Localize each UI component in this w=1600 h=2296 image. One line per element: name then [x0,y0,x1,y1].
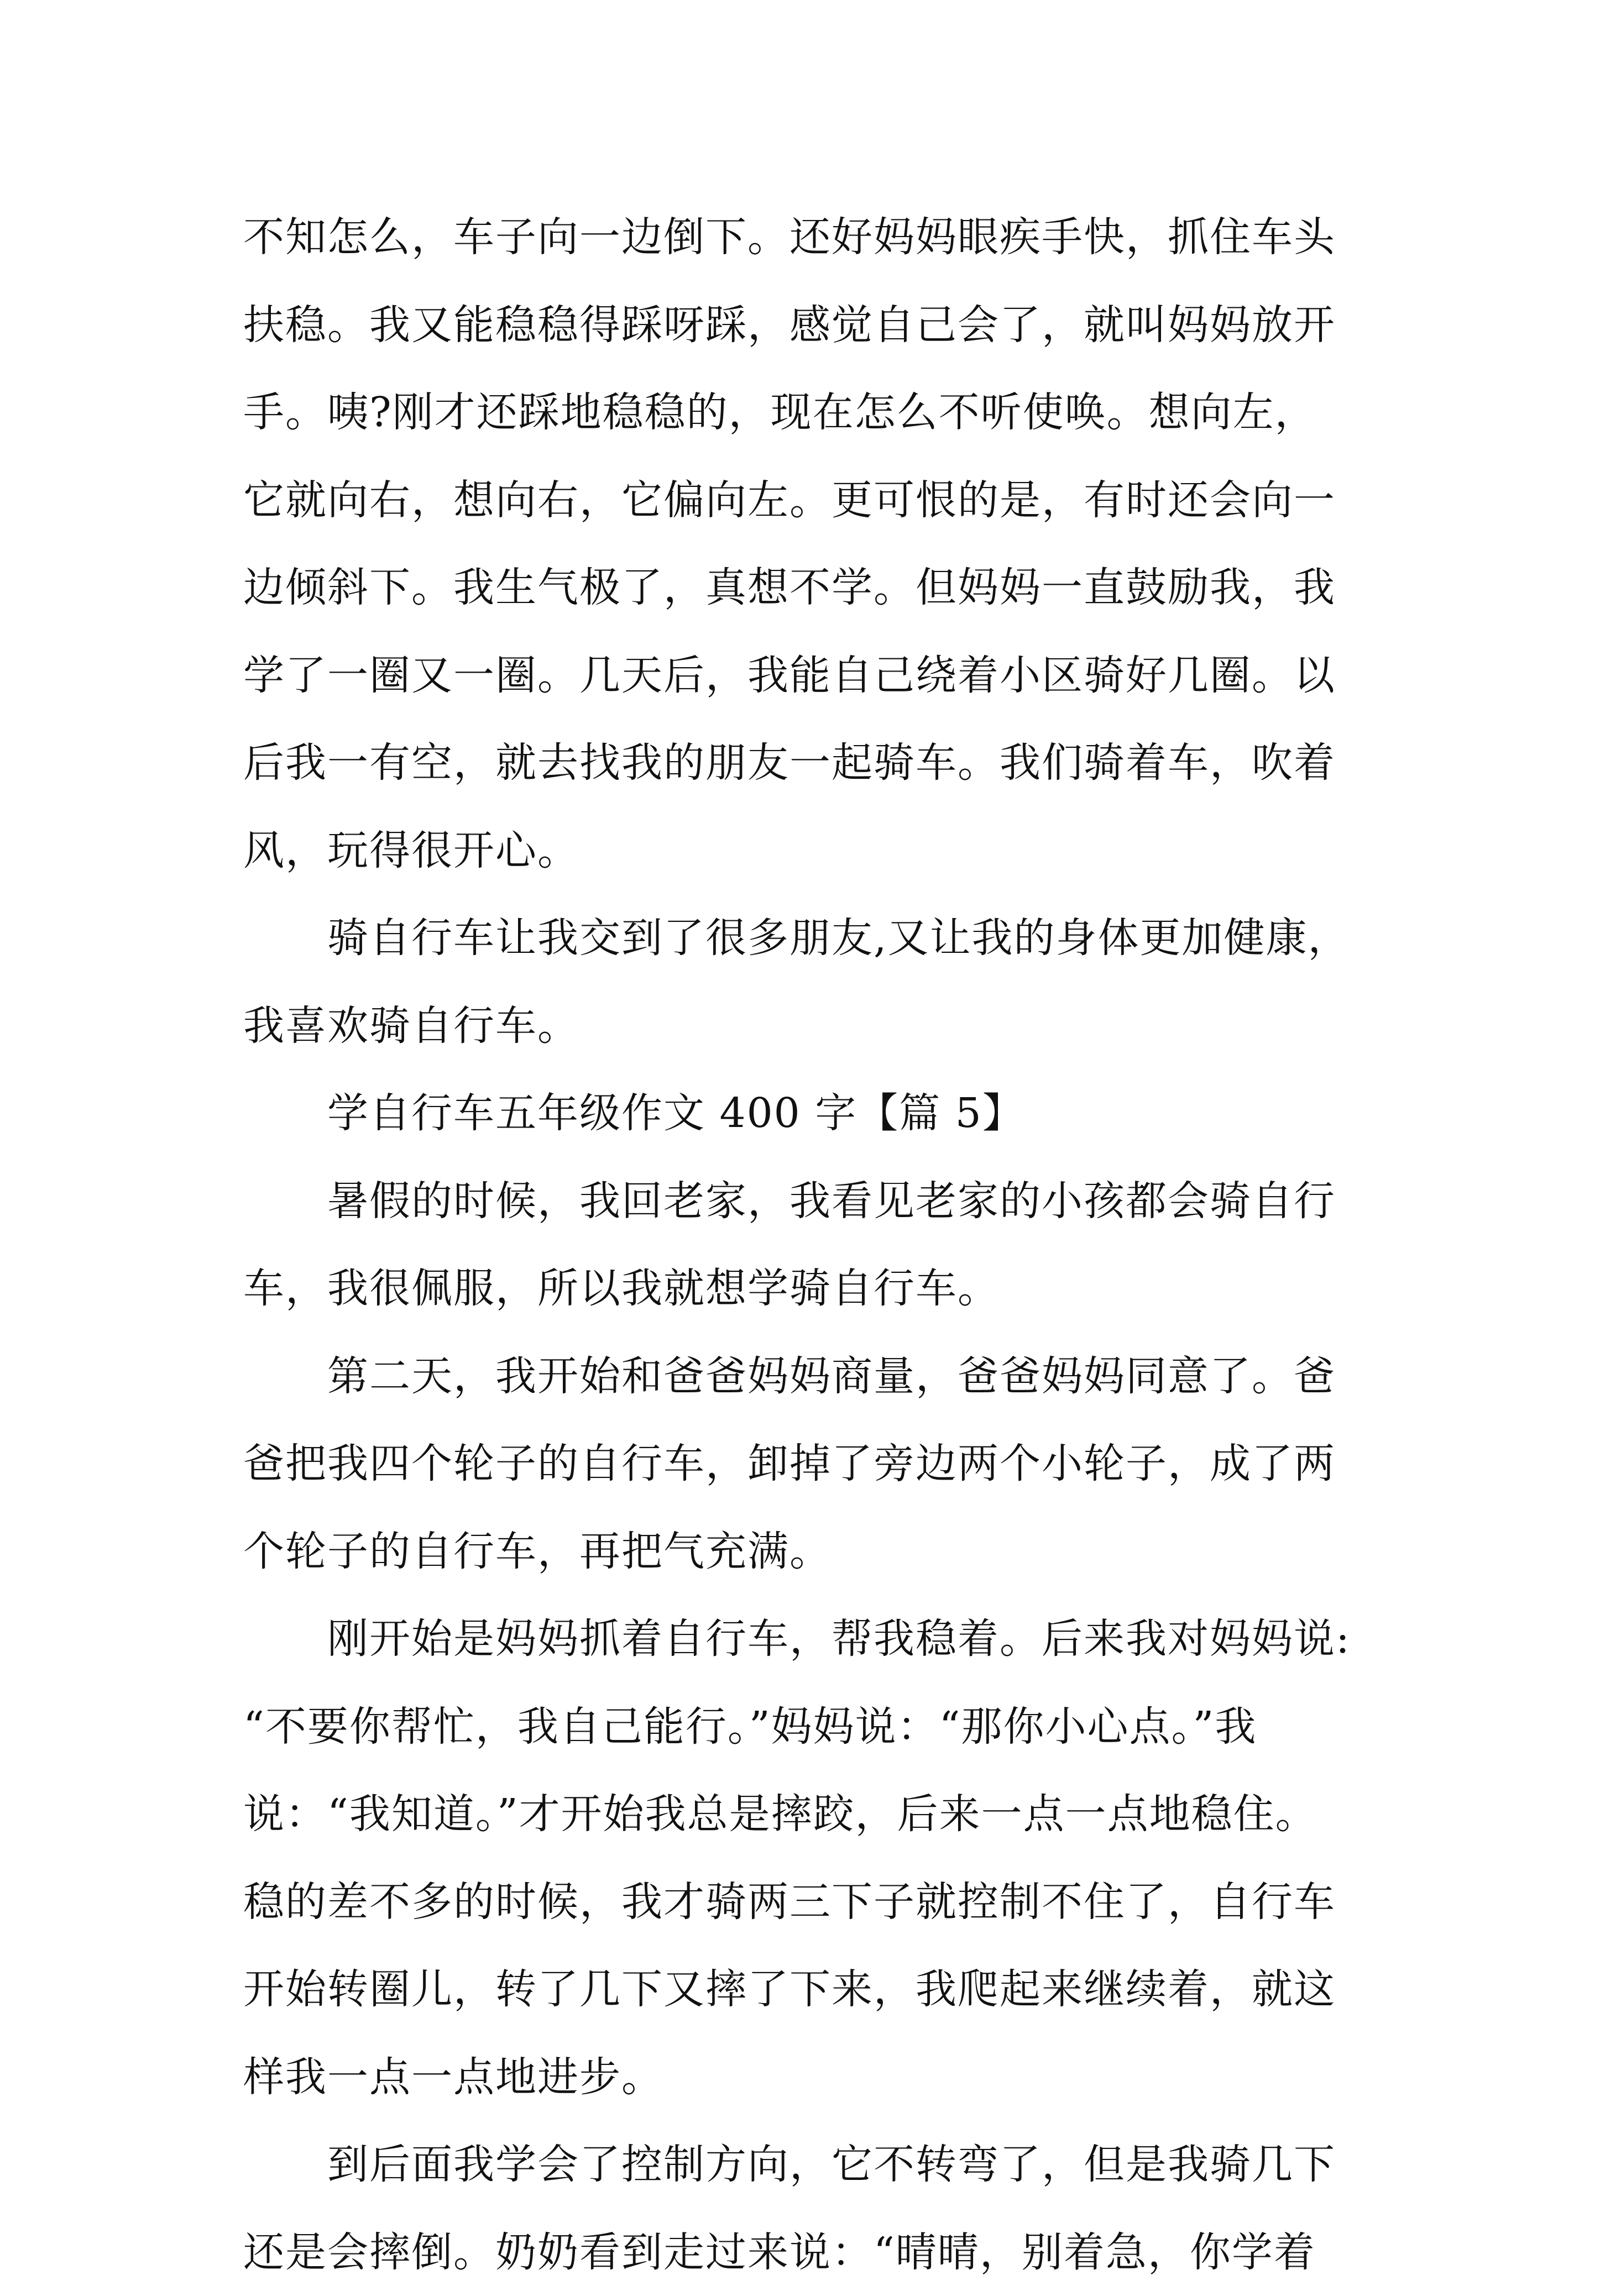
text-line: 样我一点一点地进步。 [243,2033,1377,2121]
text-line: 开始转圈儿，转了几下又摔了下来，我爬起来继续着，就这 [243,1946,1377,2033]
text-line: 还是会摔倒。奶奶看到走过来说：“晴晴，别着急，你学着 [243,2209,1377,2296]
text-line: 学自行车五年级作文 400 字【篇 5】 [243,1070,1377,1157]
text-line: 边倾斜下。我生气极了，真想不学。但妈妈一直鼓励我，我 [243,544,1377,632]
text-line: 学了一圈又一圈。几天后，我能自己绕着小区骑好几圈。以 [243,632,1377,720]
text-line: 手。咦?刚才还踩地稳稳的，现在怎么不听使唤。想向左， [243,369,1377,457]
text-line: 它就向右，想向右，它偏向左。更可恨的是，有时还会向一 [243,457,1377,544]
text-line: 刚开始是妈妈抓着自行车，帮我稳着。后来我对妈妈说: [243,1595,1377,1683]
text-line: 暑假的时候，我回老家，我看见老家的小孩都会骑自行 [243,1157,1377,1245]
text-line: 车，我很佩服，所以我就想学骑自行车。 [243,1245,1377,1333]
text-line: 到后面我学会了控制方向，它不转弯了，但是我骑几下 [243,2121,1377,2209]
paragraph [243,1070,1377,1157]
text-line: “不要你帮忙，我自己能行。”妈妈说：“那你小心点。”我 [243,1683,1377,1771]
text-line: 第二天，我开始和爸爸妈妈商量，爸爸妈妈同意了。爸 [243,1333,1377,1420]
paragraph [243,894,1377,1070]
text-line: 个轮子的自行车，再把气充满。 [243,1508,1377,1596]
text-line: 我喜欢骑自行车。 [243,982,1377,1070]
paragraph [243,193,1377,894]
text-line: 说：“我知道。”才开始我总是摔跤，后来一点一点地稳住。 [243,1770,1377,1858]
text-line: 骑自行车让我交到了很多朋友,又让我的身体更加健康， [243,894,1377,982]
text-line: 扶稳。我又能稳稳得踩呀踩，感觉自己会了，就叫妈妈放开 [243,281,1377,369]
paragraph [243,1157,1377,1333]
text-line: 风，玩得很开心。 [243,807,1377,895]
text-line: 爸把我四个轮子的自行车，卸掉了旁边两个小轮子，成了两 [243,1420,1377,1508]
text-line: 稳的差不多的时候，我才骑两三下子就控制不住了，自行车 [243,1858,1377,1946]
paragraph [243,2121,1377,2296]
text-line: 不知怎么，车子向一边倒下。还好妈妈眼疾手快，抓住车头 [243,193,1377,281]
paragraph [243,1595,1377,2121]
text-line: 后我一有空，就去找我的朋友一起骑车。我们骑着车，吹着 [243,719,1377,807]
document-body [243,193,1377,2296]
paragraph [243,1333,1377,1596]
